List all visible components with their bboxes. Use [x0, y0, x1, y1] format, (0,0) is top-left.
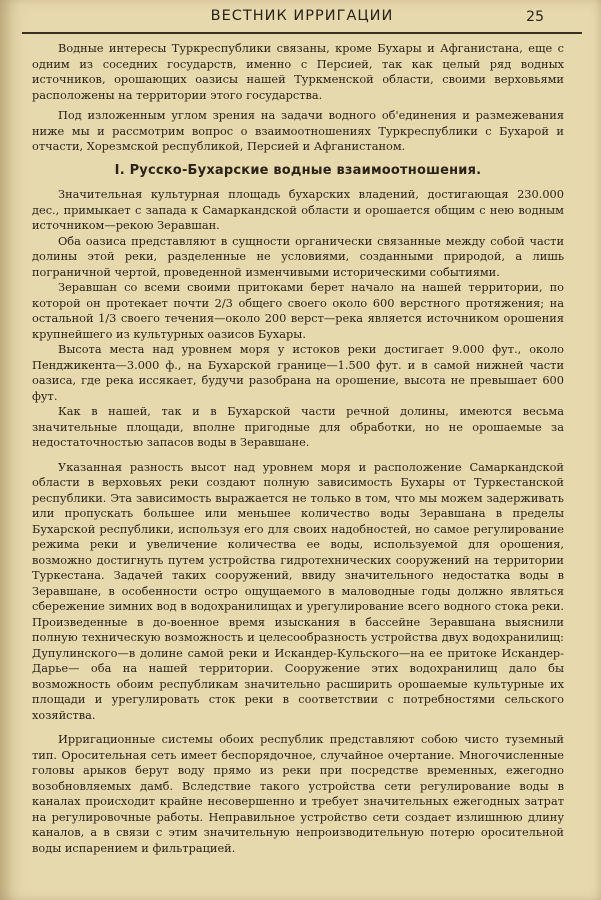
- article-body: [32, 41, 564, 856]
- body-paragraph: Указанная разность высот над уровнем моря и расположение Самаркандской области в верховьях реки создают полную зависимость Бухары от Туркестанской республики. Эта зависимость выражается не только в том, что мы можем задерживать или пропускать большее или меньшее количество воды Зеравшана в пределы Бухарской республики, используя его для своих надобностей, но самое регулирование режима реки и увеличение количества ее воды, используемой для орошения, возможно достигнуть путем устройства гидротехнических сооружений на территории Туркестана. Задачей таких сооружений, ввиду значительного недостатка воды в Зеравшане, в особенности остро ощущаемого в маловодные годы должно являться сбережение зимних вод в водохранилищах и урегулирование всего водного стока реки. Произведенные в до-военное время изыскания в бассейне Зеравшана выяснили полную техническую возможность и целесообразность устройства двух водохранилищ: Дупулинского—в долине самой реки и Искандер-Кульского—на ее притоке Искандер-Дарье— оба на нашей территории. Сооружение этих водохранилищ дало бы возможность обоим республикам значительно расширить орошаемые культурные их площади и урегулировать сток реки в соответствии с потребностями сельского хозяйства.: [32, 459, 564, 722]
- body-paragraph: Зеравшан со всеми своими притоками берет начало на нашей территории, по которой он протекает почти 2/3 общего своего около 600 верстного протяжения; на остальной 1/3 своего течения—около 200 верст—река является источником орошения крупнейшего из культурных оазисов Бухары.: [32, 280, 564, 341]
- body-paragraph: Оба оазиса представляют в сущности органически связанные между собой части долины этой реки, разделенные не условиями, созданными природой, а лишь пограничной чертой, проведенной изменчивыми историческими событиями.: [32, 233, 564, 279]
- intro-paragraph: Под изложенным углом зрения на задачи водного об'единения и размежевания ниже мы и рассмотрим вопрос о взаимоотношениях Туркреспублики с Бухарой и отчасти, Хорезмской республикой, Персией и Афганистаном.: [32, 108, 564, 153]
- body-paragraph: Как в нашей, так и в Бухарской части речной долины, имеются весьма значительные площади, вполне пригодные для обработки, но не орошаемые за недостаточностью запасов воды в Зеравшане.: [32, 404, 564, 449]
- intro-paragraph: Водные интересы Туркреспублики связаны, кроме Бухары и Афганистана, еще с одним из соседних государств, именно с Персией, так как целый ряд водных источников, орошающих оазисы нашей Туркменской области, своими верховьями расположены на территории этого государства.: [32, 41, 564, 102]
- page-number: 25: [526, 9, 544, 25]
- journal-title: ВЕСТНИК ИРРИГАЦИИ: [210, 8, 394, 24]
- body-paragraph: Ирригационные системы обоих республик представляют собою чисто туземный тип. Оросительная сеть имеет беспорядочное, случайное очертание. Многочисленные головы арыков берут воду прямо из реки при посредстве временных, ежегодно возобновляемых дамб. Вследствие такого устройства сети регулирование воды в каналах происходит крайне несовершенно и требует значительных ежегодных затрат на регулировочные работы. Неправильное устройство сети создает излишнюю длину каналов, а в связи с этим значительную непроизводительную потерю оросительной воды испарением и фильтрацией.: [32, 732, 564, 855]
- body-paragraph: Высота места над уровнем моря у истоков реки достигает 9.000 фут., около Пенджикента—3.000 ф., на Бухарской границе—1.500 фут. и в самой нижней части оазиса, где река иссякает, будучи разобрана на орошение, высота не превышает 600 фут.: [32, 342, 564, 403]
- body-paragraph: Значительная культурная площадь бухарских владений, достигающая 230.000 дес., примыкает с запада к Самаркандской области и орошается общим с нею водным источником—рекою Зеравшан.: [32, 187, 564, 232]
- section-heading: I. Русско-Бухарские водные взаимоотношения.: [114, 162, 482, 178]
- running-header: [22, 6, 582, 34]
